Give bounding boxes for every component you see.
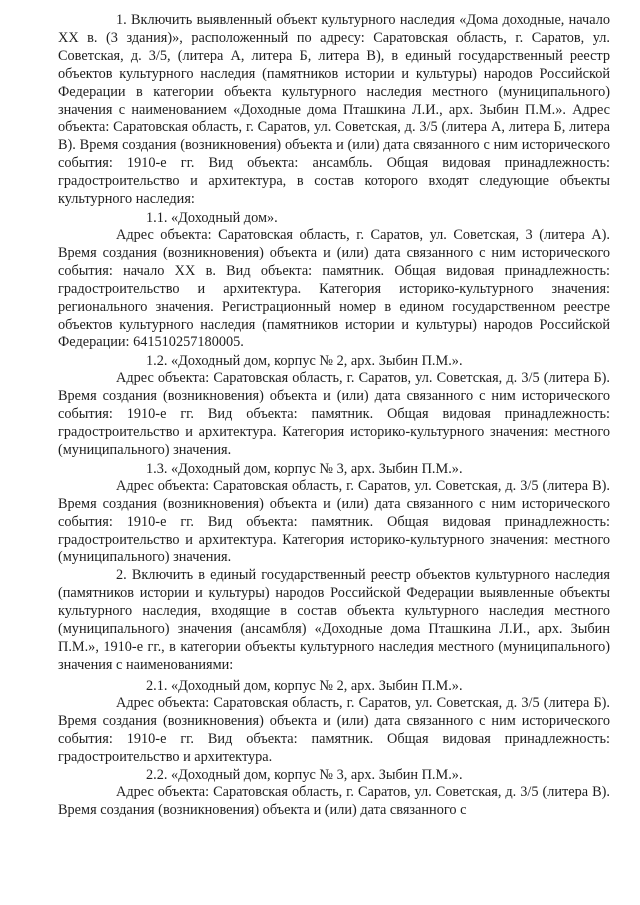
paragraph-2: 2. Включить в единый государственный реестр объектов культурного наследия (памятников истории и культуры) народов Российской Федерации выявленные объекты культурного наследия, входящие в состав объекта культурного наследия местного (муниципального) значения (ансамбля) «Доходные дома Пташкина Л.И., арх. Зыбин П.М.», 1910-е гг., в категории объекты культурного наследия местного (муниципального) значения с наименованиями: — [58, 567, 610, 673]
paragraph-1-2: Адрес объекта: Саратовская область, г. Саратов, ул. Советская, д. 3/5 (литера Б). Время создания (возникновения) объекта и (или) дата связанного с ним исторического события: 1910-е гг. Вид объекта: памятник. Общая видовая принадлежность: градостроительство и архитектура. Категория историко-культурного значения: местного (муниципального) значения. — [58, 370, 610, 458]
item-heading-2-1: 2.1. «Доходный дом, корпус № 2, арх. Зыбин П.М.». — [146, 677, 463, 694]
item-heading-1-2: 1.2. «Доходный дом, корпус № 2, арх. Зыбин П.М.». — [146, 353, 463, 370]
paragraph-1-3: Адрес объекта: Саратовская область, г. Саратов, ул. Советская, д. 3/5 (литера В). Время создания (возникновения) объекта и (или) дата связанного с ним исторического события: 1910-е гг. Вид объекта: памятник. Общая видовая принадлежность: градостроительство и архитектура. Категория историко-культурного значения: местного (муниципального) значения. — [58, 477, 610, 566]
item-heading-1-3: 1.3. «Доходный дом, корпус № 3, арх. Зыбин П.М.». — [146, 460, 463, 477]
paragraph-2-2: Адрес объекта: Саратовская область, г. Саратов, ул. Советская, д. 3/5 (литера В). Время создания (возникновения) объекта и (или) дата связанного с — [58, 784, 610, 819]
paragraph-1-1: Адрес объекта: Саратовская область, г. Саратов, ул. Советская, 3 (литера А). Время создания (возникновения) объекта и (или) дата связанного с ним исторического события: начало XX в. Вид объекта: памятник. Общая видовая принадлежность: градостроительство и архитектура. Категория историко-культурного значения: регионального значения. Регистрационный номер в едином государственном реестре объектов культурного наследия (памятников истории и культуры) народов Российской Федерации: 641510257180005. — [58, 226, 610, 351]
paragraph-1: 1. Включить выявленный объект культурного наследия «Дома доходные, начало XX в. (3 здания)», расположенный по адресу: Саратовская область, г. Саратов, ул. Советская, д. 3/5, (литера А, литера Б, литера В), в единый государственный реестр объектов культурного наследия (памятников истории и культуры) народов Российской Федерации в категории объекта культурного наследия местного (муниципального) значения с наименованием «Доходные дома Пташкина Л.И., арх. Зыбин П.М.». Адрес объекта: Саратовская область, г. Саратов, ул. Советская, д. 3/5 (литера А, литера Б, литера В). Время создания (возникновения) объекта и (или) дата связанного с ним исторического события: 1910-е гг. Вид объекта: ансамбль. Общая видовая принадлежность: градостроительство и архитектура, в состав которого входят следующие объекты культурного наследия: — [58, 12, 610, 208]
item-heading-2-2: 2.2. «Доходный дом, корпус № 3, арх. Зыбин П.М.». — [146, 767, 463, 784]
paragraph-2-1: Адрес объекта: Саратовская область, г. Саратов, ул. Советская, д. 3/5 (литера Б). Время создания (возникновения) объекта и (или) дата связанного с ним исторического события: 1910-е гг. Вид объекта: памятник. Общая видовая принадлежность: градостроительство и архитектура. — [58, 694, 610, 765]
item-heading-1-1: 1.1. «Доходный дом». — [146, 209, 278, 226]
